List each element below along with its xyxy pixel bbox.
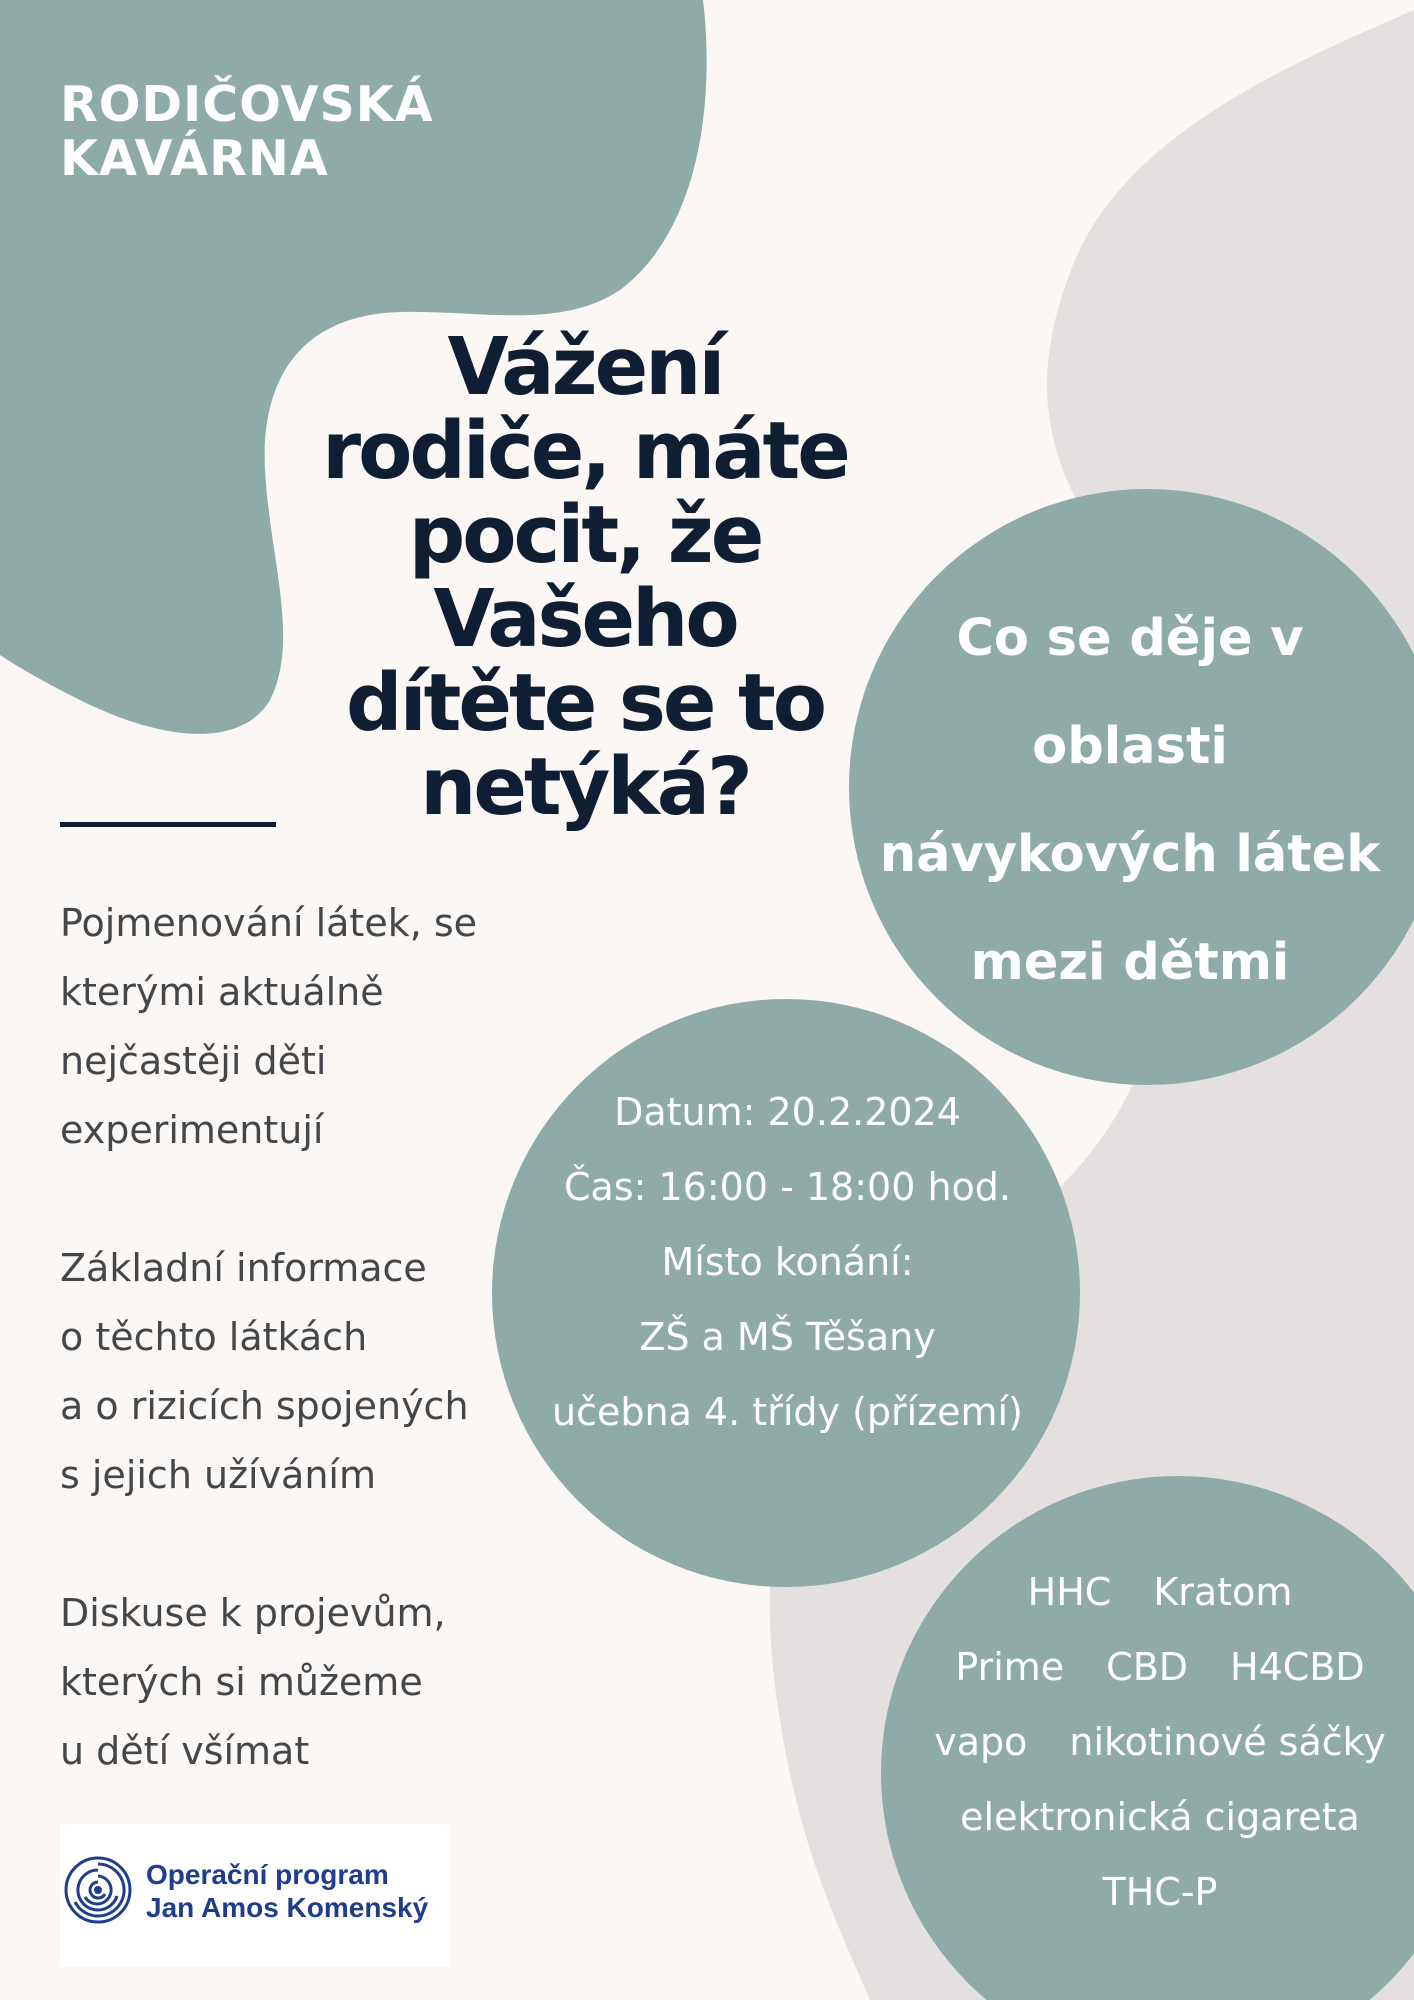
- info-paragraph-line: a o rizicích spojených: [60, 1384, 469, 1428]
- substances-row: [900, 1780, 1414, 1855]
- substance-item: HHC: [1027, 1570, 1112, 1614]
- logo-text: [146, 1858, 428, 1924]
- topic-line: oblasti: [1032, 717, 1228, 776]
- info-paragraph-line: Základní informace: [60, 1246, 427, 1290]
- substances-row: [900, 1630, 1414, 1705]
- event-date: Datum: 20.2.2024: [614, 1090, 961, 1134]
- info-paragraph-line: o těchto látkách: [60, 1315, 368, 1359]
- info-paragraph-line: experimentují: [60, 1108, 324, 1152]
- logo-text-line: Jan Amos Komenský: [146, 1892, 429, 1923]
- headline-line: Vážení: [447, 321, 723, 413]
- headline-line: rodiče, máte: [322, 405, 848, 497]
- topic-line: návykových látek: [879, 825, 1381, 884]
- event-time: Čas: 16:00 - 18:00 hod.: [563, 1165, 1011, 1209]
- event-venue-label: Místo konání:: [661, 1240, 914, 1284]
- info-paragraph-line: kterými aktuálně: [60, 970, 384, 1014]
- substances-row: [900, 1705, 1414, 1780]
- maze-circle-icon: [63, 1855, 133, 1925]
- organizer-title-line: KAVÁRNA: [60, 130, 329, 187]
- logo-text-line: Operační program: [146, 1859, 389, 1890]
- substances-list: [900, 1555, 1414, 1930]
- headline-line: dítěte se to: [346, 657, 824, 749]
- substance-item: H4CBD: [1230, 1645, 1365, 1689]
- info-paragraph-line: s jejich užíváním: [60, 1453, 377, 1497]
- divider-line: [60, 822, 276, 827]
- substance-item: elektronická cigareta: [960, 1795, 1360, 1839]
- organizer-title: [60, 78, 480, 186]
- event-room: učebna 4. třídy (přízemí): [552, 1390, 1023, 1434]
- info-paragraph-line: nejčastěji děti: [60, 1039, 327, 1083]
- substance-item: CBD: [1106, 1645, 1189, 1689]
- info-paragraph-line: Diskuse k projevům,: [60, 1591, 446, 1635]
- topic-line: Co se děje v: [956, 609, 1304, 668]
- substance-item: Prime: [955, 1645, 1065, 1689]
- substance-item: Kratom: [1153, 1570, 1293, 1614]
- topic-line: mezi dětmi: [970, 933, 1290, 992]
- headline-line: Vašeho: [433, 573, 737, 665]
- topic-question: [850, 585, 1410, 1017]
- substance-item: nikotinové sáčky: [1069, 1720, 1386, 1764]
- headline: [285, 321, 885, 833]
- info-paragraph-line: Pojmenování látek, se: [60, 901, 478, 945]
- organizer-title-line: RODIČOVSKÁ: [60, 76, 434, 133]
- info-paragraph: [60, 1579, 520, 1786]
- info-paragraph-line: kterých si můžeme: [60, 1660, 423, 1704]
- substances-row: [900, 1855, 1414, 1930]
- headline-line: netýká?: [420, 741, 750, 833]
- info-paragraph-line: u dětí všímat: [60, 1729, 310, 1773]
- event-venue: ZŠ a MŠ Těšany: [639, 1315, 936, 1359]
- headline-line: pocit, že: [408, 489, 762, 581]
- substance-item: vapo: [934, 1720, 1028, 1764]
- program-logo: [60, 1824, 449, 1967]
- substance-item: THC-P: [1102, 1870, 1218, 1914]
- info-paragraph: [60, 1234, 520, 1510]
- substances-row: [900, 1555, 1414, 1630]
- info-paragraph: [60, 889, 520, 1165]
- event-info: [520, 1075, 1055, 1450]
